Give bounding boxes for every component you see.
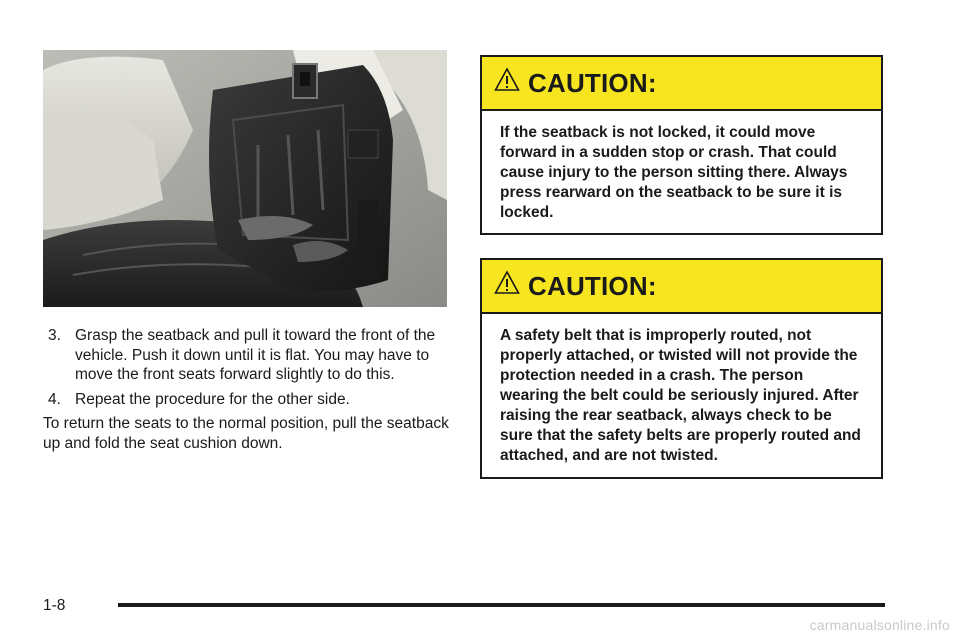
step-number: 3.	[48, 327, 61, 344]
step-text: Repeat the procedure for the other side.	[75, 390, 350, 408]
caution-header	[482, 57, 881, 111]
caution-text: If the seatback is not locked, it could move forward in a sudden stop or crash. That could cause injury to the person sitting there. Always press rearward on the seatback to be sure it is locked.	[500, 124, 848, 221]
page-number: 1-8	[43, 597, 66, 614]
warning-triangle-icon	[494, 67, 520, 93]
footer-rule	[118, 603, 885, 607]
step-text: Grasp the seatback and pull it toward the front of the vehicle. Push it down until it is flat. You may have to move the front seats forward slightly to do this.	[75, 327, 436, 383]
caution-text: A safety belt that is improperly routed, not properly attached, or twisted will not provide the protection needed in a crash. The person wearing the belt could be seriously injured. After raising the rear seatback, always check to be sure that the safety belts are properly routed and attached, and are not twisted.	[500, 327, 861, 464]
caution-title: CAUTION:	[528, 67, 657, 98]
seatback-photo	[43, 50, 447, 307]
return-seats-paragraph: To return the seats to the normal position, pull the seatback up and fold the seat cushion down.	[43, 415, 449, 452]
seatback-photo-illustration	[43, 50, 447, 307]
caution-title: CAUTION:	[528, 270, 657, 301]
watermark: carmanualsonline.info	[809, 617, 950, 633]
list-item	[43, 390, 453, 410]
caution-header	[482, 260, 881, 314]
warning-triangle-icon	[494, 270, 520, 296]
list-item	[43, 326, 453, 385]
caution-box-safety-belt	[480, 258, 883, 479]
step-number: 4.	[48, 390, 61, 408]
instructions	[43, 326, 453, 453]
caution-box-seatback	[480, 55, 883, 235]
